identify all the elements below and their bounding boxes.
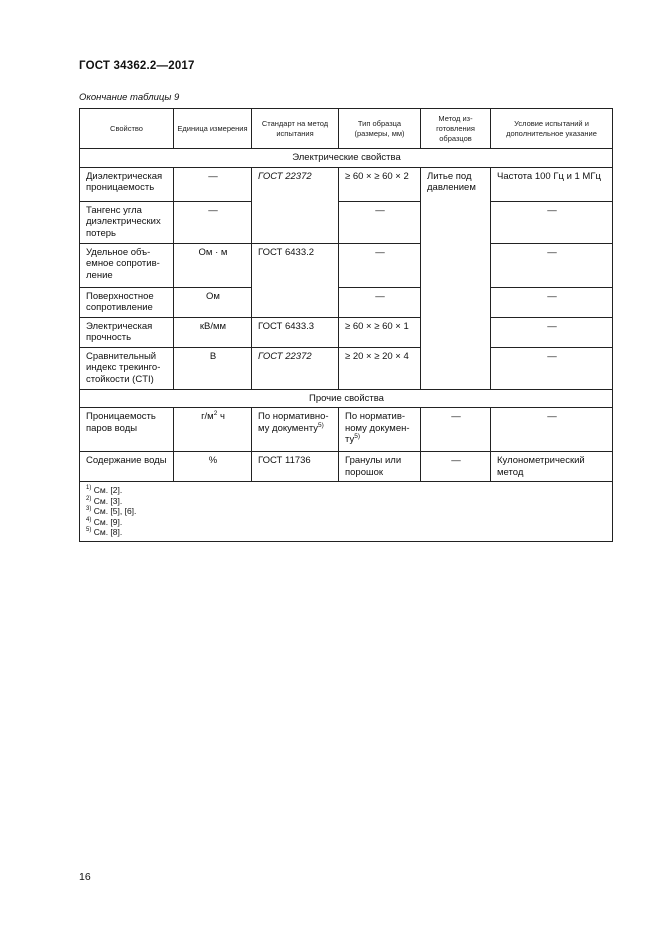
cell-unit: Ом · м <box>174 243 252 287</box>
footnote-text: См. [3]. <box>91 495 123 506</box>
properties-table <box>79 108 613 542</box>
cell-specimen: — <box>339 201 421 243</box>
footnotes-row <box>80 482 613 542</box>
cell-property: Проницаемость паров воды <box>80 408 174 452</box>
footnote-mark: 2) <box>86 495 92 502</box>
footnote <box>86 485 607 496</box>
cell-method: Литье под давлением <box>421 167 491 389</box>
cell-method: — <box>421 452 491 482</box>
cell-standard: ГОСТ 22372 <box>252 167 339 243</box>
footnote <box>86 517 607 528</box>
cell-property: Диэлектрическая проницаемость <box>80 167 174 201</box>
cell-condition: — <box>491 347 613 389</box>
table-row <box>80 243 613 287</box>
footnote-ref: 5) <box>318 421 324 429</box>
section-title: Прочие свойства <box>80 389 613 408</box>
col-header-standard: Стандарт на метод испытания <box>252 109 339 149</box>
cell-standard: ГОСТ 11736 <box>252 452 339 482</box>
footnote-text: См. [8]. <box>91 527 123 537</box>
table-header-row <box>80 109 613 149</box>
cell-specimen: — <box>339 243 421 287</box>
unit-superscript: 2 <box>213 409 218 417</box>
cell-property: Содержание воды <box>80 452 174 482</box>
footnote-mark: 1) <box>86 485 92 492</box>
cell-unit <box>174 408 252 452</box>
footnote-ref: 5) <box>354 432 360 440</box>
table-row <box>80 201 613 243</box>
col-header-method: Метод из-готовления образцов <box>421 109 491 149</box>
cell-condition: — <box>491 201 613 243</box>
footnote <box>86 527 607 538</box>
table-row <box>80 317 613 347</box>
cell-condition: — <box>491 408 613 452</box>
cell-property: Электрическая прочность <box>80 317 174 347</box>
table-row <box>80 167 613 201</box>
table-row <box>80 408 613 452</box>
standard-text: По нормативно-му документу <box>258 411 329 434</box>
cell-specimen: ≥ 60 × ≥ 60 × 2 <box>339 167 421 201</box>
cell-property: Сравнительный индекс трекинго-стойкости (CTI) <box>80 347 174 389</box>
footnote <box>86 496 607 507</box>
cell-property: Тангенс угла диэлектрических потерь <box>80 201 174 243</box>
footnotes <box>80 482 613 542</box>
footnote <box>86 506 607 517</box>
section-row-electrical <box>80 149 613 168</box>
cell-standard: ГОСТ 22372 <box>252 347 339 389</box>
table-row <box>80 452 613 482</box>
table-caption: Окончание таблицы 9 <box>79 92 180 103</box>
footnote-text: См. [2]. <box>91 485 123 495</box>
cell-unit: кВ/мм <box>174 317 252 347</box>
cell-condition: — <box>491 243 613 287</box>
cell-method: — <box>421 408 491 452</box>
footnote-mark: 3) <box>86 506 92 513</box>
cell-property: Удельное объ-емное сопротив-ление <box>80 243 174 287</box>
footnote-text: См. [5], [6]. <box>91 506 137 516</box>
cell-standard: ГОСТ 6433.3 <box>252 317 339 347</box>
cell-unit: В <box>174 347 252 389</box>
table-row <box>80 287 613 317</box>
cell-unit: % <box>174 452 252 482</box>
cell-specimen: ≥ 20 × ≥ 20 × 4 <box>339 347 421 389</box>
footnote-mark: 5) <box>86 527 92 534</box>
cell-standard <box>252 408 339 452</box>
cell-condition: Частота 100 Гц и 1 МГц <box>491 167 613 201</box>
cell-unit: Ом <box>174 287 252 317</box>
cell-unit: — <box>174 201 252 243</box>
page-number: 16 <box>79 871 91 883</box>
col-header-specimen: Тип образца (размеры, мм) <box>339 109 421 149</box>
cell-standard: ГОСТ 6433.2 <box>252 243 339 317</box>
unit-tail: ч <box>217 411 225 422</box>
section-title: Электрические свойства <box>80 149 613 168</box>
cell-unit: — <box>174 167 252 201</box>
col-header-unit: Единица измерения <box>174 109 252 149</box>
specimen-text: По норматив-ному докумен-ту <box>345 411 410 445</box>
document-header: ГОСТ 34362.2—2017 <box>79 60 195 72</box>
col-header-property: Свойство <box>80 109 174 149</box>
cell-specimen <box>339 408 421 452</box>
unit-base: г/м <box>201 411 214 422</box>
cell-specimen: — <box>339 287 421 317</box>
col-header-condition: Условие испытаний и дополнительное указание <box>491 109 613 149</box>
table-row <box>80 347 613 389</box>
cell-property: Поверхностное сопротивление <box>80 287 174 317</box>
section-row-other <box>80 389 613 408</box>
cell-specimen: ≥ 60 × ≥ 60 × 1 <box>339 317 421 347</box>
cell-specimen: Гранулы или порошок <box>339 452 421 482</box>
footnote-text: См. [9]. <box>91 516 123 527</box>
footnote-mark: 4) <box>86 516 92 523</box>
cell-condition: — <box>491 287 613 317</box>
cell-condition: — <box>491 317 613 347</box>
cell-condition: Кулонометрический метод <box>491 452 613 482</box>
